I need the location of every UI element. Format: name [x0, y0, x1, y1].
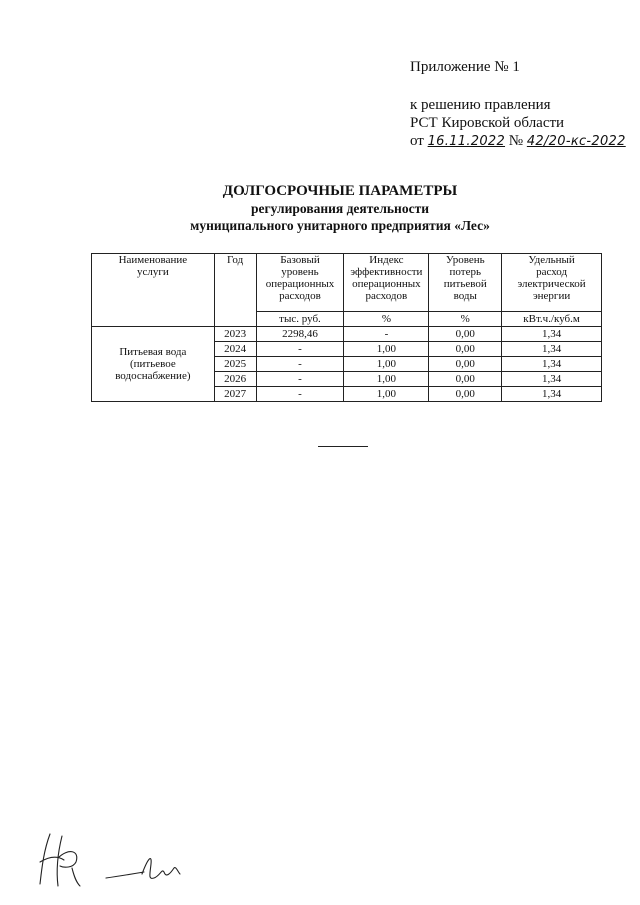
cell-base-cost: - [256, 387, 344, 402]
cell-base-cost: - [256, 357, 344, 372]
cell-efficiency-index: 1,00 [344, 372, 429, 387]
number-sign: № [508, 133, 524, 149]
cell-water-loss: 0,00 [429, 357, 502, 372]
cell-water-loss: 0,00 [429, 372, 502, 387]
cell-water-loss: 0,00 [429, 342, 502, 357]
unit-water-loss: % [429, 312, 502, 327]
unit-base-cost: тыс. руб. [256, 312, 344, 327]
decision-line-2: РСТ Кировской области [410, 115, 565, 131]
cell-year: 2025 [214, 357, 256, 372]
service-name-cell: Питьевая вода (питьевое водоснабжение) [92, 327, 215, 402]
document-title [100, 183, 580, 234]
cell-year: 2024 [214, 342, 256, 357]
decision-reference [410, 96, 626, 151]
decision-date: 16.11.2022 [427, 134, 506, 149]
cell-efficiency-index: 1,00 [344, 342, 429, 357]
cell-base-cost: 2298,46 [256, 327, 344, 342]
cell-base-cost: - [256, 342, 344, 357]
cell-energy-consumption: 1,34 [502, 357, 602, 372]
closing-divider [318, 446, 368, 447]
title-line-3: муниципального унитарного предприятия «Лес» [190, 218, 490, 233]
header-year: Год [214, 254, 256, 327]
date-prefix: от [410, 133, 424, 149]
header-water-loss: Уровень потерь питьевой воды [429, 254, 502, 312]
cell-energy-consumption: 1,34 [502, 387, 602, 402]
cell-year: 2023 [214, 327, 256, 342]
unit-energy-consumption: кВт.ч./куб.м [502, 312, 602, 327]
parameters-table [91, 253, 602, 402]
initials-signature-mark [28, 826, 108, 892]
cell-energy-consumption: 1,34 [502, 342, 602, 357]
decision-number: 42/20-кс-2022 [526, 134, 626, 149]
cell-energy-consumption: 1,34 [502, 327, 602, 342]
header-efficiency-index: Индекс эффективности операционных расходов [344, 254, 429, 312]
cell-water-loss: 0,00 [429, 387, 502, 402]
cell-efficiency-index: 1,00 [344, 357, 429, 372]
table-row [92, 327, 602, 342]
unit-efficiency-index: % [344, 312, 429, 327]
cell-water-loss: 0,00 [429, 327, 502, 342]
title-line-2: регулирования деятельности [251, 201, 429, 216]
header-energy-consumption: Удельный расход электрической энергии [502, 254, 602, 312]
header-row [92, 254, 602, 312]
cell-efficiency-index: 1,00 [344, 387, 429, 402]
decision-line-1: к решению правления [410, 97, 551, 113]
cell-year: 2027 [214, 387, 256, 402]
signature-mark [104, 850, 194, 886]
header-service: Наименование услуги [92, 254, 215, 327]
decision-date-line [410, 132, 626, 151]
cell-year: 2026 [214, 372, 256, 387]
cell-base-cost: - [256, 372, 344, 387]
title-line-1: ДОЛГОСРОЧНЫЕ ПАРАМЕТРЫ [222, 183, 458, 199]
header-base-cost: Базовый уровень операционных расходов [256, 254, 344, 312]
cell-efficiency-index: - [344, 327, 429, 342]
appendix-label: Приложение № 1 [410, 59, 520, 75]
cell-energy-consumption: 1,34 [502, 372, 602, 387]
